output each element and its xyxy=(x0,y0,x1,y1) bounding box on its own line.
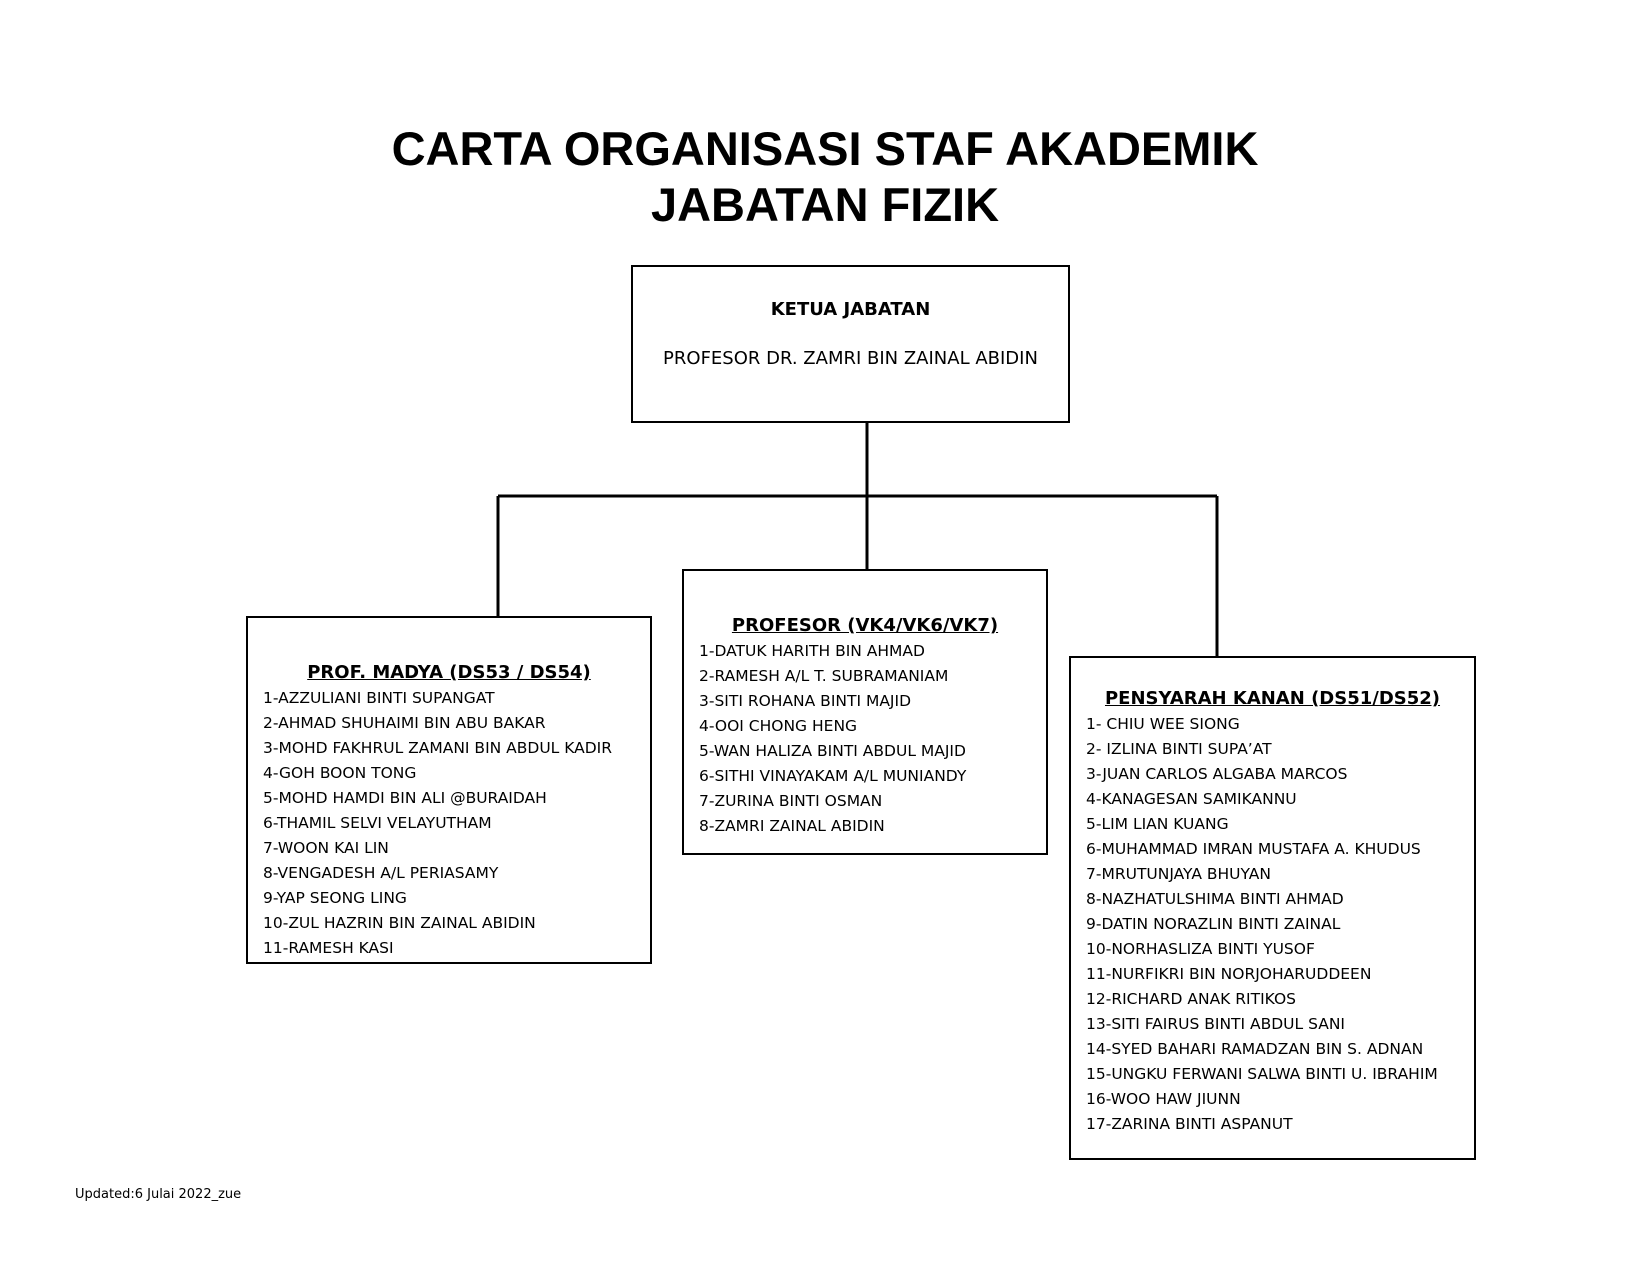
staff-member: 8-NAZHATULSHIMA BINTI AHMAD xyxy=(1086,890,1344,908)
staff-member: 12-RICHARD ANAK RITIKOS xyxy=(1086,990,1296,1008)
staff-member: 3-SITI ROHANA BINTI MAJID xyxy=(699,692,912,710)
chart-title-line2: JABATAN FIZIK xyxy=(650,178,1000,231)
head-role-label: KETUA JABATAN xyxy=(770,299,931,320)
staff-member: 5-WAN HALIZA BINTI ABDUL MAJID xyxy=(699,742,966,760)
staff-member: 9-DATIN NORAZLIN BINTI ZAINAL xyxy=(1086,915,1341,933)
staff-member: 8-ZAMRI ZAINAL ABIDIN xyxy=(699,817,885,835)
staff-member: 7-MRUTUNJAYA BHUYAN xyxy=(1086,865,1271,883)
staff-member: 3-JUAN CARLOS ALGABA MARCOS xyxy=(1086,765,1348,783)
prof-box xyxy=(682,569,1048,855)
senior-lecturer-box xyxy=(1069,656,1476,1160)
staff-member: 9-YAP SEONG LING xyxy=(263,889,407,907)
staff-member: 11-NURFIKRI BIN NORJOHARUDDEEN xyxy=(1086,965,1372,983)
staff-member: 7-ZURINA BINTI OSMAN xyxy=(699,792,883,810)
staff-member: 2- IZLINA BINTI SUPA’AT xyxy=(1086,740,1272,758)
assoc-prof-list xyxy=(248,686,650,961)
chart-title-line1: CARTA ORGANISASI STAF AKADEMIK xyxy=(391,122,1259,175)
staff-member: 16-WOO HAW JIUNN xyxy=(1086,1090,1241,1108)
senior-lecturer-title: PENSYARAH KANAN (DS51/DS52) xyxy=(1104,688,1441,709)
staff-member: 10-NORHASLIZA BINTI YUSOF xyxy=(1086,940,1315,958)
staff-member: 8-VENGADESH A/L PERIASAMY xyxy=(263,864,499,882)
staff-member: 15-UNGKU FERWANI SALWA BINTI U. IBRAHIM xyxy=(1086,1065,1438,1083)
staff-member: 6-MUHAMMAD IMRAN MUSTAFA A. KHUDUS xyxy=(1086,840,1421,858)
staff-member: 6-THAMIL SELVI VELAYUTHAM xyxy=(263,814,492,832)
senior-lecturer-list xyxy=(1071,712,1474,1137)
head-name: PROFESOR DR. ZAMRI BIN ZAINAL ABIDIN xyxy=(663,348,1038,369)
staff-member: 1- CHIU WEE SIONG xyxy=(1086,715,1240,733)
assoc-prof-box xyxy=(246,616,652,964)
prof-title: PROFESOR (VK4/VK6/VK7) xyxy=(731,615,999,636)
staff-member: 11-RAMESH KASI xyxy=(263,939,394,957)
assoc-prof-title: PROF. MADYA (DS53 / DS54) xyxy=(307,662,591,683)
staff-member: 7-WOON KAI LIN xyxy=(263,839,389,857)
staff-member: 4-KANAGESAN SAMIKANNU xyxy=(1086,790,1297,808)
staff-member: 1-AZZULIANI BINTI SUPANGAT xyxy=(263,689,495,707)
staff-member: 6-SITHI VINAYAKAM A/L MUNIANDY xyxy=(699,767,967,785)
staff-member: 2-RAMESH A/L T. SUBRAMANIAM xyxy=(699,667,949,685)
prof-list xyxy=(684,639,1046,839)
head-of-department-box xyxy=(631,265,1070,423)
staff-member: 5-LIM LIAN KUANG xyxy=(1086,815,1229,833)
staff-member: 17-ZARINA BINTI ASPANUT xyxy=(1086,1115,1293,1133)
staff-member: 14-SYED BAHARI RAMADZAN BIN S. ADNAN xyxy=(1086,1040,1424,1058)
staff-member: 13-SITI FAIRUS BINTI ABDUL SANI xyxy=(1086,1015,1345,1033)
staff-member: 5-MOHD HAMDI BIN ALI @BURAIDAH xyxy=(263,789,547,807)
staff-member: 4-OOI CHONG HENG xyxy=(699,717,858,735)
staff-member: 4-GOH BOON TONG xyxy=(263,764,417,782)
staff-member: 1-DATUK HARITH BIN AHMAD xyxy=(699,642,925,660)
staff-member: 10-ZUL HAZRIN BIN ZAINAL ABIDIN xyxy=(263,914,536,932)
staff-member: 3-MOHD FAKHRUL ZAMANI BIN ABDUL KADIR xyxy=(263,739,613,757)
updated-note: Updated:6 Julai 2022_zue xyxy=(75,1187,242,1202)
staff-member: 2-AHMAD SHUHAIMI BIN ABU BAKAR xyxy=(263,714,546,732)
